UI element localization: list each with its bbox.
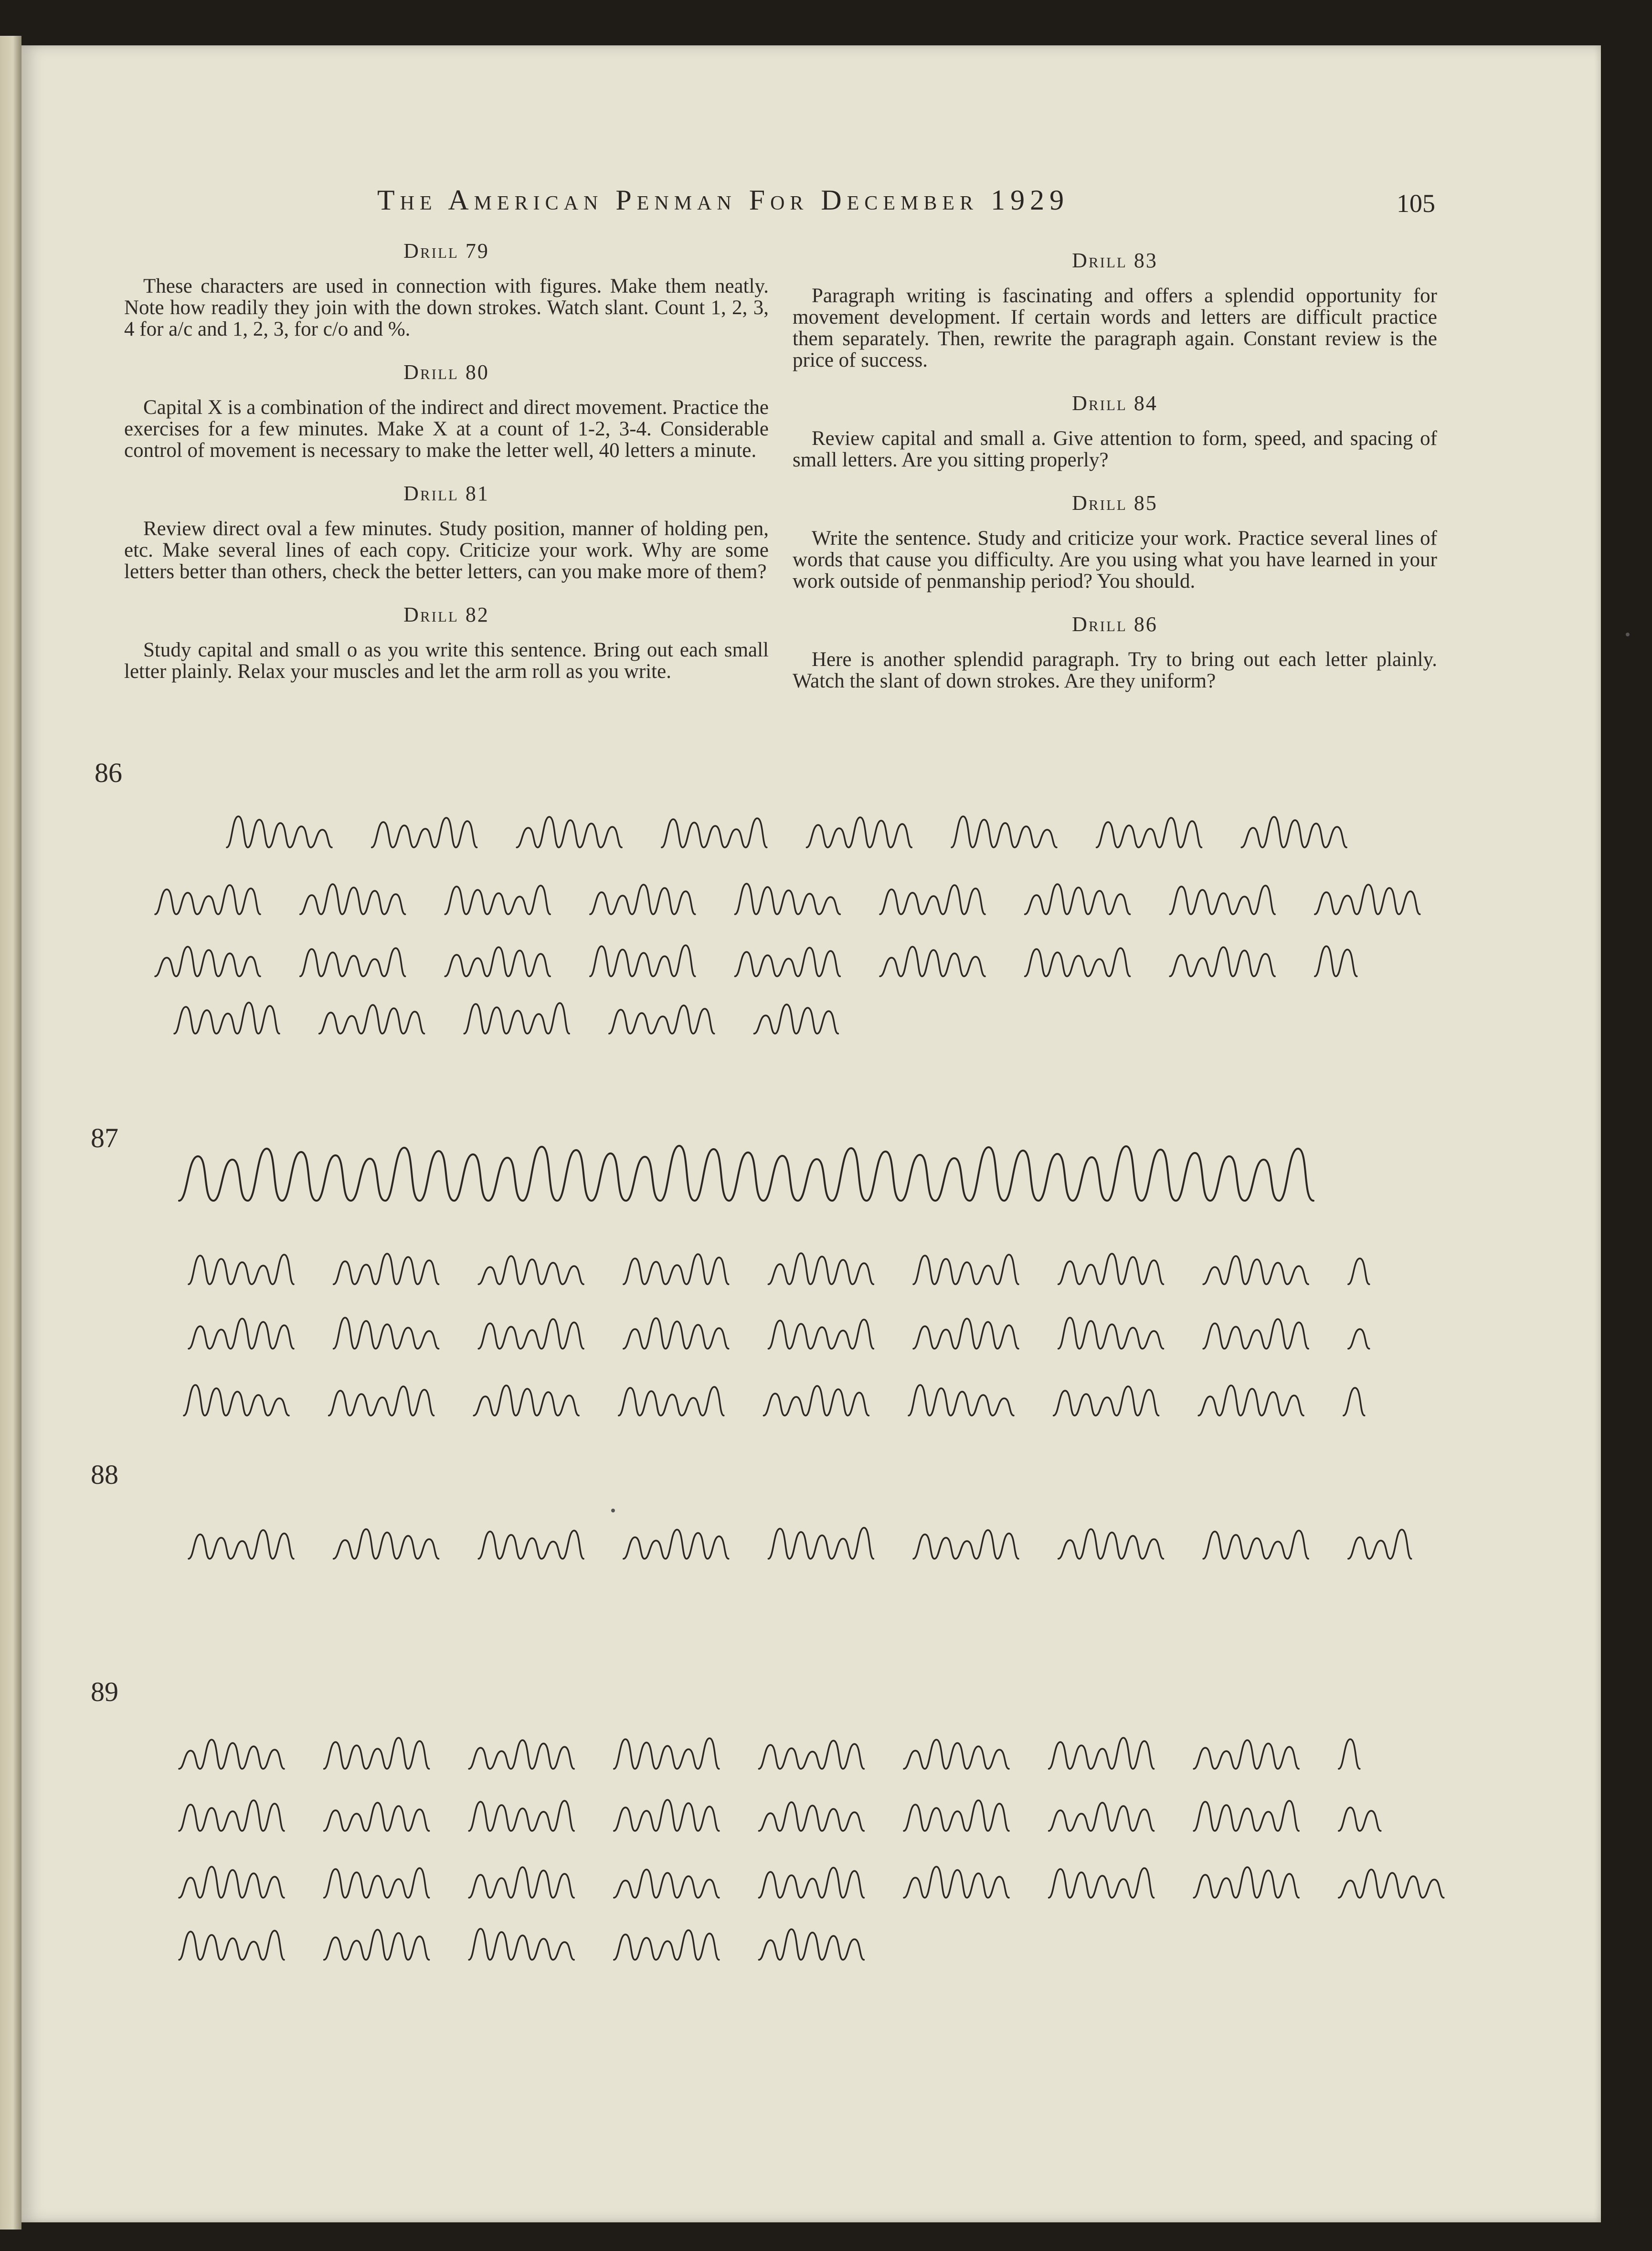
page	[21, 45, 1601, 2222]
script-line	[146, 1143, 1449, 1215]
left-column	[124, 239, 769, 702]
script-stroke	[189, 1253, 1369, 1284]
drill-title: Drill 81	[403, 482, 489, 505]
handwritten-script	[146, 1840, 1449, 1912]
drill-text: Write the sentence. Study and criticize your work. Practice several lines of words that cause you difficulty. Are you using what you have learned in your work outside of penmanship period? You should.	[793, 527, 1437, 592]
handwritten-script	[146, 1291, 1449, 1363]
drill-text: Here is another splendid paragraph. Try to bring out each letter plainly. Watch the slant of down strokes. Are they uniform?	[793, 648, 1437, 692]
drill-title: Drill 84	[1072, 391, 1158, 415]
page-number: 105	[1397, 189, 1435, 218]
script-line	[146, 1291, 1449, 1363]
script-line	[146, 1840, 1449, 1912]
drill-title: Drill 82	[403, 603, 489, 626]
running-title: The American Penman For December 1929	[377, 184, 1070, 216]
handwritten-script	[146, 1143, 1449, 1215]
script-line	[146, 1712, 1449, 1783]
script-stroke	[179, 1738, 1360, 1769]
handwritten-script	[146, 1501, 1449, 1583]
exercise-number: 86	[95, 757, 122, 788]
drill-text: These characters are used in connection with figures. Make them neatly. Note how readily they join with the down strokes. Watch slant. Count 1, 2, 3, 4 for a/c and 1, 2, 3, for c/o and %.	[124, 275, 769, 340]
script-line	[146, 1501, 1449, 1583]
handwritten-script	[146, 790, 1449, 862]
script-line	[146, 976, 1449, 1048]
drill-text: Paragraph writing is fascinating and offers a splendid opportunity for movement development. If certain words and letters are difficult practice them separately. Then, rewrite the paragraph again. Constant review is the price of success.	[793, 285, 1437, 371]
exercise-87-script	[146, 1139, 1449, 1449]
script-line	[146, 1774, 1449, 1845]
drill-79	[124, 239, 769, 340]
exercise-number: 87	[91, 1122, 118, 1153]
script-line	[146, 857, 1449, 929]
drill-83	[793, 248, 1437, 371]
exercise-number: 89	[91, 1676, 118, 1707]
script-line	[146, 790, 1449, 862]
script-stroke	[155, 945, 1357, 976]
drill-82	[124, 602, 769, 682]
exercise-89-script	[146, 1702, 1449, 1979]
drill-title: Drill 79	[403, 239, 489, 263]
drill-title: Drill 86	[1072, 613, 1158, 636]
handwritten-script	[146, 1712, 1449, 1783]
drill-86	[793, 612, 1437, 692]
script-stroke	[184, 1385, 1365, 1416]
handwritten-script	[146, 976, 1449, 1048]
drill-84	[793, 391, 1437, 471]
previous-page-edge	[0, 36, 21, 2230]
drill-text: Review capital and small a. Give attention to form, speed, and spacing of small letters. Are you sitting properly?	[793, 427, 1437, 471]
exercise-88-script	[146, 1478, 1449, 1602]
script-stroke	[179, 1929, 864, 1960]
drill-text: Capital X is a combination of the indirect and direct movement. Practice the exercises for a few minutes. Make X at a count of 1-2, 3-4. Considerable control of movement is necessary to make the letter well, 40 letters a minute.	[124, 396, 769, 462]
exercise-86-script	[146, 776, 1449, 1043]
drill-text: Review direct oval a few minutes. Study position, manner of holding pen, etc. Make several lines of each copy. Criticize your work. Why are some letters better than others, check the better letters, can you make more of them?	[124, 518, 769, 583]
drill-title: Drill 83	[1072, 249, 1158, 272]
script-line	[146, 1902, 1449, 1974]
drill-80	[124, 360, 769, 461]
handwritten-script	[146, 1774, 1449, 1845]
handwritten-script	[146, 1227, 1449, 1299]
script-stroke	[189, 1318, 1369, 1349]
handwritten-script	[146, 857, 1449, 929]
handwritten-script	[146, 1902, 1449, 1974]
script-line	[146, 1358, 1449, 1430]
drill-81	[124, 481, 769, 582]
script-stroke	[227, 816, 1387, 847]
page-speck	[611, 1509, 615, 1512]
script-stroke	[155, 884, 1420, 914]
drill-title: Drill 85	[1072, 491, 1158, 515]
script-stroke	[179, 1867, 1444, 1898]
script-stroke	[174, 1003, 838, 1034]
drill-title: Drill 80	[403, 360, 489, 384]
page-speck	[1626, 633, 1630, 636]
script-stroke	[179, 1146, 1313, 1201]
right-column	[793, 248, 1437, 712]
exercise-number: 88	[91, 1459, 118, 1490]
script-stroke	[189, 1528, 1411, 1559]
drill-85	[793, 491, 1437, 592]
handwritten-script	[146, 1358, 1449, 1430]
script-stroke	[179, 1800, 1381, 1831]
script-line	[146, 1227, 1449, 1299]
drill-text: Study capital and small o as you write this sentence. Bring out each small letter plainly. Relax your muscles and let the arm roll as you write.	[124, 639, 769, 683]
